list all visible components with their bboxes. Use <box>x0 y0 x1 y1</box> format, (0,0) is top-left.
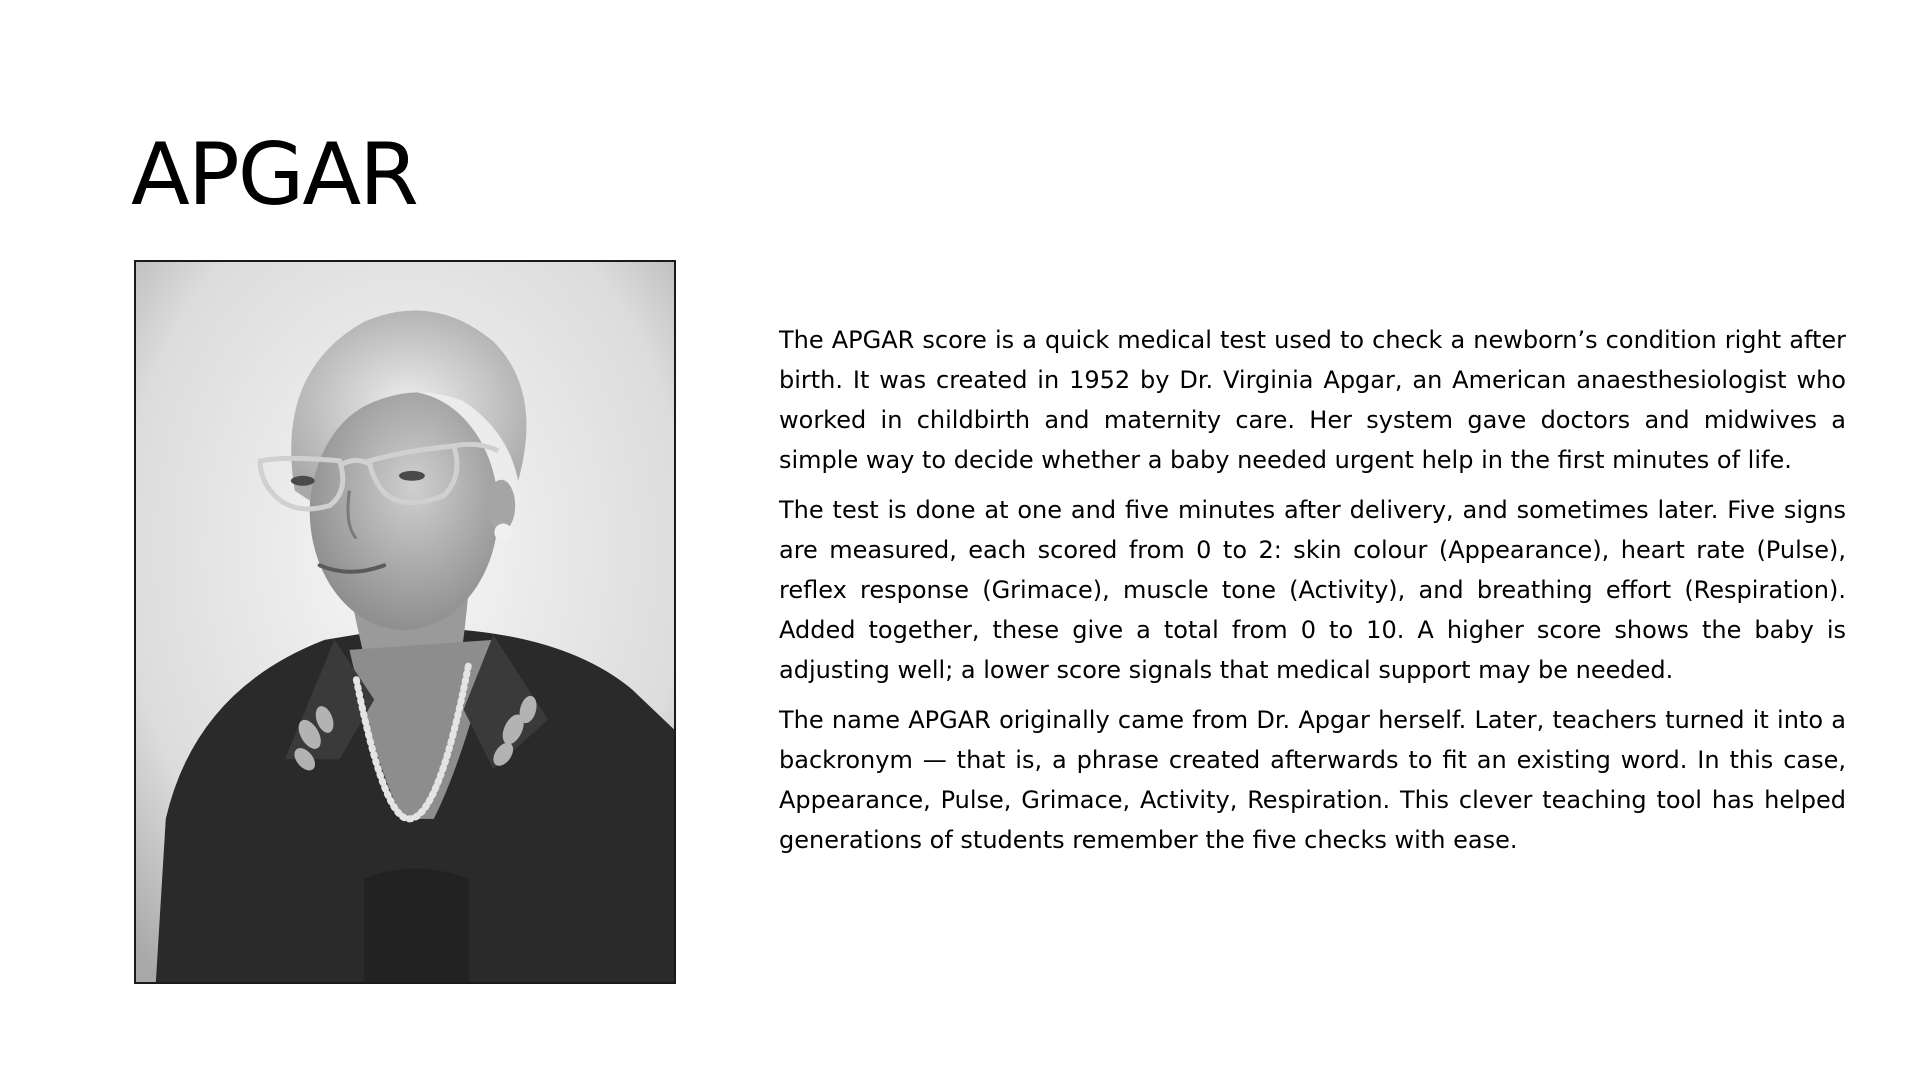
paragraph-test-details: The test is done at one and five minutes after delivery, and sometimes later. Five signs are measured, each scored from 0 to 2: skin colour (Appearance), heart rate (Pulse), reflex response (Grimace), muscle tone (Activity), and breathing effort (Respiration). Added together, these give a total from 0 to 10. A higher score shows the baby is adjusting well; a lower score signals that medical support may be needed. <box>779 496 1846 684</box>
left-eye <box>291 476 315 486</box>
earring <box>494 524 512 542</box>
paragraph-intro: The APGAR score is a quick medical test used to check a newborn’s condition right after birth. It was created in 1952 by Dr. Virginia Apgar, an American anaesthesiologist who worked in childbirth and maternity care. Her system gave doctors and midwives a simple way to decide whether a baby needed urgent help in the first minutes of life. <box>779 326 1846 474</box>
right-eye <box>399 471 425 481</box>
body-text <box>779 320 1846 870</box>
portrait-illustration <box>136 262 674 982</box>
ear-shape <box>487 480 515 532</box>
portrait-photo <box>134 260 676 984</box>
paragraph-name-origin: The name APGAR originally came from Dr. Apgar herself. Later, teachers turned it into a backronym — that is, a phrase created afterwards to fit an existing word. In this case, Appearance, Pulse, Grimace, Activity, Respiration. This clever teaching tool has helped generations of students remember the five checks with ease. <box>779 706 1846 854</box>
slide-title: APGAR <box>131 125 417 225</box>
dress-bodice <box>364 869 468 982</box>
